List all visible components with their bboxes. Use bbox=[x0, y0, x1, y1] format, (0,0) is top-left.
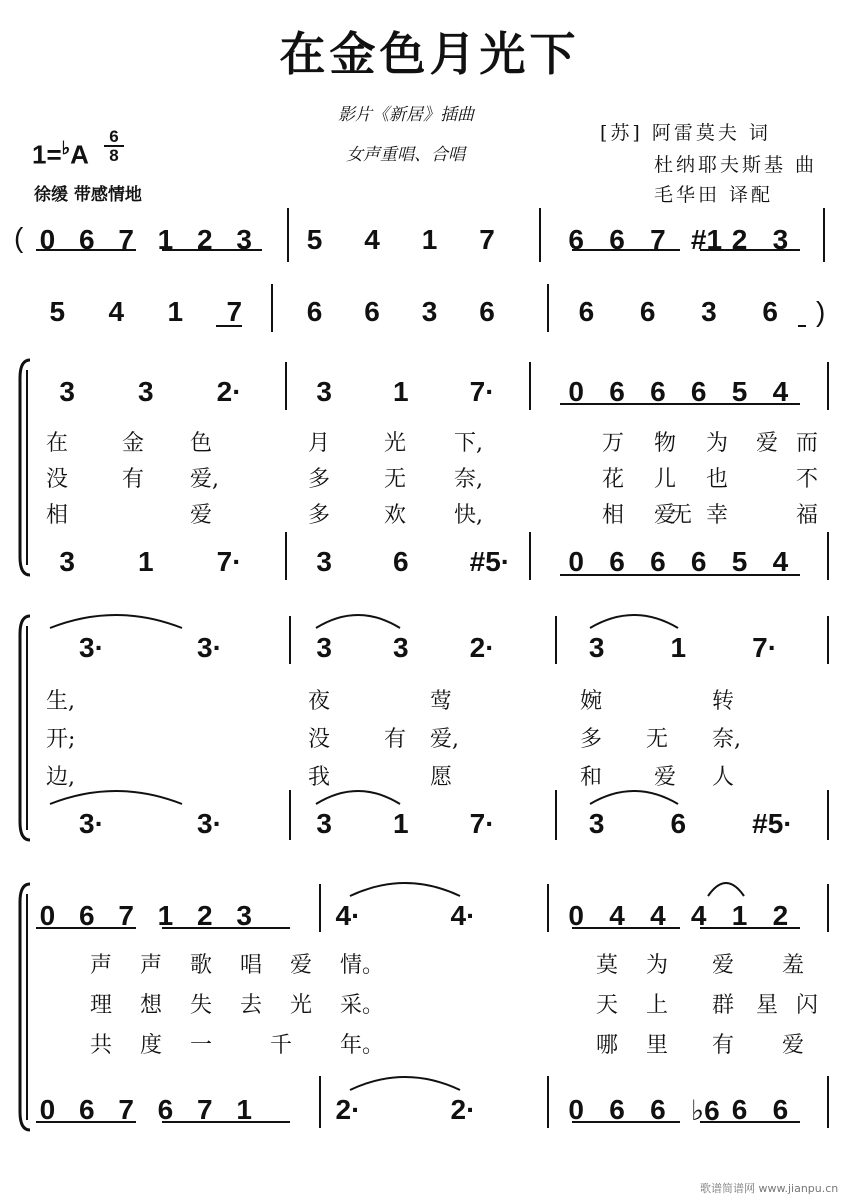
upper-note: 6 bbox=[609, 376, 625, 407]
upper-note: 3 bbox=[393, 632, 409, 663]
lyric-syllable: 采。 bbox=[340, 993, 385, 1018]
lower-note: ♭6 bbox=[690, 1095, 720, 1126]
intro-note: 6 bbox=[578, 296, 595, 327]
intro-note: 6 bbox=[306, 296, 323, 327]
lyric-syllable: 转 bbox=[712, 689, 735, 714]
intro-note: 3 bbox=[701, 296, 717, 327]
lyric-syllable: 一 bbox=[190, 1033, 213, 1058]
lyric-syllable: 而 bbox=[796, 431, 819, 456]
intro-note: 6 bbox=[609, 224, 625, 255]
intro-close-paren: ) bbox=[816, 296, 826, 327]
lyric-syllable: 爱, bbox=[190, 467, 219, 492]
lyric-syllable: 上 bbox=[646, 993, 669, 1018]
lower-note: 6 bbox=[157, 1094, 174, 1125]
upper-note: 3 bbox=[59, 376, 75, 407]
lower-note: 6 bbox=[731, 1094, 748, 1125]
lower-note: 6 bbox=[670, 808, 687, 839]
tie bbox=[50, 615, 182, 628]
lyric-syllable: 无 bbox=[670, 503, 693, 528]
lyric-syllable: 无 bbox=[646, 727, 669, 752]
lyric-syllable: 爱, bbox=[430, 727, 459, 752]
lower-note: 7· bbox=[469, 808, 495, 839]
lower-note: 6 bbox=[79, 1094, 95, 1125]
lower-note: 6 bbox=[650, 546, 666, 577]
slur bbox=[316, 615, 400, 628]
lower-note: 3 bbox=[588, 808, 605, 839]
upper-note: 1 bbox=[393, 376, 409, 407]
lower-note: 3 bbox=[316, 546, 332, 577]
lyric-syllable: 天 bbox=[596, 993, 619, 1018]
lyric-syllable: 金 bbox=[122, 431, 145, 456]
lyric-syllable: 无 bbox=[384, 467, 407, 492]
upper-note: 3· bbox=[79, 632, 104, 663]
lyric-syllable: 情。 bbox=[340, 953, 385, 978]
lyric-syllable: 和 bbox=[580, 765, 603, 790]
intro-note: 3 bbox=[772, 224, 789, 255]
lyric-syllable: 爱 bbox=[290, 953, 313, 978]
lyric-syllable: 愿 bbox=[430, 765, 453, 790]
lyric-syllable: 莺 bbox=[430, 689, 453, 714]
lyric-syllable: 夜 bbox=[308, 689, 331, 714]
intro-note: 7 bbox=[479, 224, 495, 255]
lyricist-credit: [苏] 阿雷莫夫 词 bbox=[600, 122, 771, 144]
key-letter: A bbox=[70, 139, 89, 170]
lyric-syllable: 声 bbox=[90, 953, 113, 978]
lyric-syllable: 生, bbox=[46, 689, 75, 714]
lyric-syllable: 没 bbox=[308, 727, 331, 752]
lyric-syllable: 去 bbox=[240, 993, 263, 1018]
lyric-syllable: 有 bbox=[712, 1033, 735, 1058]
tempo-marking: 徐缓 带感情地 bbox=[34, 185, 142, 205]
lower-note: 6 bbox=[650, 1094, 666, 1125]
lyric-syllable: 爱 bbox=[782, 1033, 805, 1058]
lyric-syllable: 爱 bbox=[756, 431, 779, 456]
upper-note: 6 bbox=[650, 376, 666, 407]
intro-note: 7 bbox=[650, 224, 666, 255]
upper-note: 5 bbox=[731, 376, 748, 407]
upper-note: 1 bbox=[731, 900, 748, 931]
lyric-syllable: 光 bbox=[384, 431, 407, 456]
intro-note: 6 bbox=[79, 224, 95, 255]
system-bracket bbox=[20, 884, 30, 1130]
lyric-syllable: 奈, bbox=[454, 467, 483, 492]
lower-note: 5 bbox=[731, 546, 748, 577]
lyric-syllable: 多 bbox=[308, 503, 331, 528]
watermark: 歌谱简谱网 www.jianpu.cn bbox=[700, 1182, 839, 1195]
lyric-syllable: 失 bbox=[190, 993, 213, 1018]
lyric-syllable: 相 bbox=[46, 503, 69, 528]
upper-note: 6 bbox=[690, 376, 707, 407]
intro-note: 6 bbox=[568, 224, 584, 255]
lyric-syllable: 爱 bbox=[190, 503, 213, 528]
lyric-syllable: 共 bbox=[90, 1033, 113, 1058]
lower-note: 2· bbox=[450, 1094, 476, 1125]
lyric-syllable: 哪 bbox=[596, 1033, 619, 1058]
upper-note: 0 bbox=[568, 376, 584, 407]
lyric-syllable: 也 bbox=[706, 467, 729, 492]
performance-note: 女声重唱、合唱 bbox=[346, 145, 465, 165]
lower-note: #5· bbox=[469, 546, 511, 577]
intro-note: #1 bbox=[690, 224, 723, 255]
lyric-syllable: 千 bbox=[270, 1033, 293, 1058]
intro-note: 4 bbox=[364, 224, 380, 255]
upper-note: 7· bbox=[752, 632, 778, 663]
lyric-syllable: 人 bbox=[712, 765, 735, 790]
flat-sign: ♭ bbox=[61, 138, 71, 158]
intro-note: 5 bbox=[49, 296, 66, 327]
upper-note: 3 bbox=[316, 376, 332, 407]
lyric-syllable: 奈, bbox=[712, 727, 741, 752]
lyric-syllable: 多 bbox=[580, 727, 603, 752]
lower-note: 6 bbox=[609, 1094, 625, 1125]
upper-note: 2· bbox=[216, 376, 242, 407]
intro-open-paren: ( bbox=[14, 222, 24, 253]
upper-note: 4· bbox=[450, 900, 476, 931]
lyric-syllable: 万 bbox=[602, 431, 625, 456]
lower-note: 4 bbox=[772, 546, 789, 577]
intro-note: 6 bbox=[639, 296, 656, 327]
upper-note: 3 bbox=[316, 632, 332, 663]
lyric-syllable: 没 bbox=[46, 467, 69, 492]
lyric-syllable: 里 bbox=[646, 1033, 669, 1058]
lyric-syllable: 物 bbox=[654, 431, 677, 456]
lyric-syllable: 有 bbox=[384, 727, 407, 752]
lyric-syllable: 花 bbox=[602, 467, 625, 492]
lower-note: 6 bbox=[393, 546, 409, 577]
time-top: 6 bbox=[109, 127, 119, 146]
intro-note: 0 bbox=[39, 224, 56, 255]
lyric-syllable: 莫 bbox=[596, 953, 619, 978]
lower-note: 0 bbox=[568, 1094, 584, 1125]
intro-note: 2 bbox=[197, 224, 213, 255]
upper-note: 2 bbox=[772, 900, 789, 931]
intro-note: 5 bbox=[306, 224, 323, 255]
film-note: 影片《新居》插曲 bbox=[338, 105, 474, 125]
translator-credit: 毛华田 译配 bbox=[654, 184, 774, 206]
lyric-syllable: 多 bbox=[308, 467, 331, 492]
lower-note: 3 bbox=[59, 546, 75, 577]
upper-note: 4 bbox=[772, 376, 789, 407]
tie bbox=[350, 883, 460, 896]
lower-note: 3· bbox=[79, 808, 104, 839]
lyric-syllable: 爱 bbox=[654, 765, 677, 790]
intro-note: 6 bbox=[762, 296, 778, 327]
upper-note: 4 bbox=[690, 900, 707, 931]
upper-note: 7· bbox=[469, 376, 495, 407]
lyric-syllable: 儿 bbox=[654, 467, 677, 492]
lower-note: 3· bbox=[197, 808, 222, 839]
composer-credit: 杜纳耶夫斯基 曲 bbox=[654, 154, 818, 176]
slur bbox=[590, 791, 678, 804]
lyric-syllable: 爱 bbox=[712, 953, 735, 978]
slur bbox=[708, 883, 744, 896]
lyric-syllable: 闪 bbox=[796, 993, 819, 1018]
lower-note: 2· bbox=[335, 1094, 361, 1125]
lyric-syllable: 下, bbox=[454, 431, 483, 456]
lower-note: 1 bbox=[236, 1094, 252, 1125]
lyric-syllable: 光 bbox=[290, 993, 313, 1018]
lower-note: 3 bbox=[316, 808, 332, 839]
lyric-syllable: 福 bbox=[796, 503, 819, 528]
lyric-syllable: 婉 bbox=[580, 689, 603, 714]
lower-note: 6 bbox=[609, 546, 625, 577]
lyric-syllable: 群 bbox=[712, 993, 735, 1018]
intro-note: 6 bbox=[479, 296, 495, 327]
lower-note: 7· bbox=[216, 546, 242, 577]
intro-note: 3 bbox=[236, 224, 252, 255]
upper-note: 1 bbox=[157, 900, 174, 931]
upper-note: 6 bbox=[79, 900, 95, 931]
intro-note: 1 bbox=[421, 224, 438, 255]
upper-note: 4 bbox=[650, 900, 666, 931]
upper-note: 2 bbox=[197, 900, 213, 931]
lyric-syllable: 星 bbox=[756, 993, 779, 1018]
lyric-syllable: 在 bbox=[46, 431, 69, 456]
slur bbox=[590, 615, 678, 628]
lyric-syllable: 想 bbox=[140, 993, 163, 1018]
upper-note: 0 bbox=[39, 900, 56, 931]
lyric-syllable: 月 bbox=[308, 431, 331, 456]
upper-note: 3 bbox=[138, 376, 154, 407]
upper-note: 0 bbox=[568, 900, 584, 931]
upper-note: 3 bbox=[588, 632, 605, 663]
upper-note: 4· bbox=[335, 900, 361, 931]
time-bottom: 8 bbox=[104, 145, 124, 164]
lyric-syllable: 年。 bbox=[340, 1033, 385, 1058]
intro-note: 7 bbox=[226, 296, 243, 327]
upper-note: 3 bbox=[236, 900, 252, 931]
lyric-syllable: 相 bbox=[602, 503, 625, 528]
lyric-syllable: 为 bbox=[706, 431, 729, 456]
lyric-syllable: 度 bbox=[140, 1033, 163, 1058]
intro-note: 4 bbox=[108, 296, 125, 327]
lyric-syllable: 为 bbox=[646, 953, 669, 978]
lyric-syllable: 开; bbox=[46, 727, 76, 752]
intro-note: 1 bbox=[167, 296, 184, 327]
upper-note: 2· bbox=[469, 632, 495, 663]
lyric-syllable: 理 bbox=[90, 993, 113, 1018]
lower-note: 7 bbox=[197, 1094, 213, 1125]
lyric-syllable: 不 bbox=[796, 467, 819, 492]
page-title: 在金色月光下 bbox=[279, 27, 580, 81]
lyric-syllable: 幸 bbox=[706, 503, 729, 528]
upper-note: 3· bbox=[197, 632, 222, 663]
lyric-syllable: 快, bbox=[454, 503, 483, 528]
lower-note: 7 bbox=[118, 1094, 134, 1125]
lower-note: 0 bbox=[568, 546, 584, 577]
lower-note: 6 bbox=[772, 1094, 789, 1125]
lower-note: 6 bbox=[690, 546, 707, 577]
lower-note: 1 bbox=[138, 546, 154, 577]
intro-note: 7 bbox=[118, 224, 134, 255]
lower-note: #5· bbox=[752, 808, 793, 839]
lyric-syllable: 色 bbox=[190, 431, 213, 456]
slur bbox=[316, 791, 400, 804]
lyric-syllable: 歌 bbox=[190, 953, 213, 978]
lyric-syllable: 有 bbox=[122, 467, 145, 492]
lyric-syllable: 边, bbox=[46, 765, 75, 790]
upper-note: 1 bbox=[670, 632, 687, 663]
lyric-syllable: 唱 bbox=[240, 953, 263, 978]
intro-note: 1 bbox=[157, 224, 174, 255]
tie bbox=[350, 1077, 460, 1090]
intro-note: 2 bbox=[731, 224, 748, 255]
lyric-syllable: 我 bbox=[308, 765, 331, 790]
upper-note: 4 bbox=[609, 900, 625, 931]
intro-note: 6 bbox=[364, 296, 380, 327]
lyric-syllable: 羞 bbox=[782, 953, 805, 978]
system-bracket bbox=[20, 616, 30, 840]
lower-note: 1 bbox=[393, 808, 409, 839]
lower-note: 0 bbox=[39, 1094, 56, 1125]
intro-note: 3 bbox=[421, 296, 438, 327]
system-bracket bbox=[20, 360, 30, 575]
upper-note: 7 bbox=[118, 900, 134, 931]
lyric-syllable: 爱 bbox=[654, 503, 677, 528]
tie bbox=[50, 791, 182, 804]
key-prefix: 1= bbox=[32, 139, 62, 170]
lyric-syllable: 欢 bbox=[384, 503, 407, 528]
lyric-syllable: 声 bbox=[140, 953, 163, 978]
